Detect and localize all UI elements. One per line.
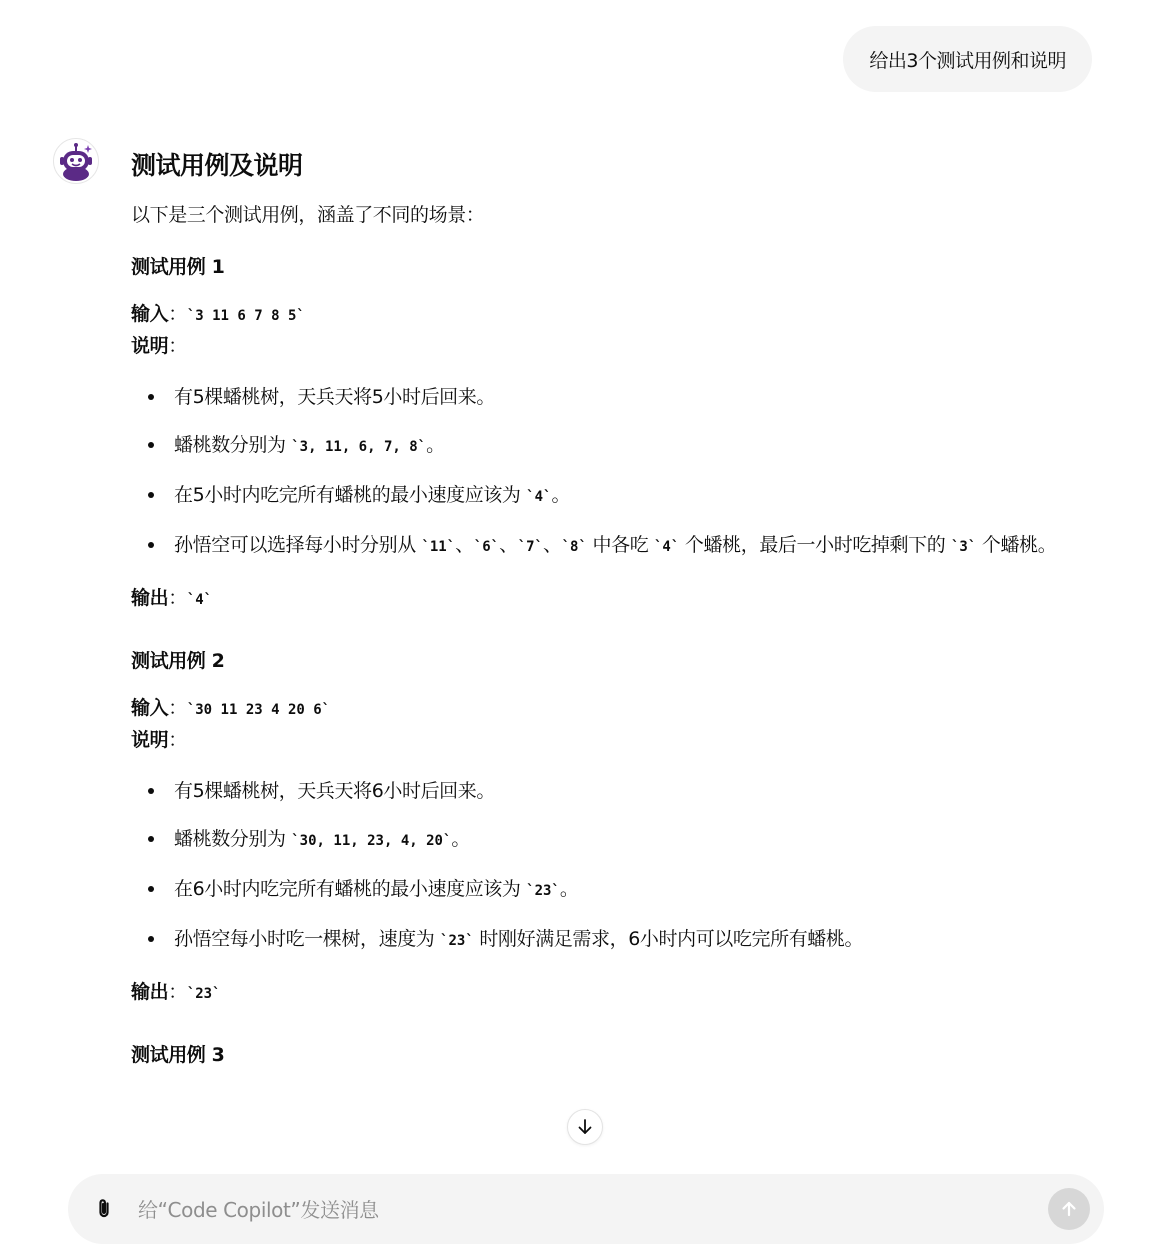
case-desc-line bbox=[131, 331, 1091, 361]
inline-code: `3, 11, 6, 7, 8` bbox=[291, 439, 427, 455]
user-message-text: 给出3个测试用例和说明 bbox=[869, 49, 1066, 72]
inline-code: `11` bbox=[421, 539, 456, 555]
case-title: 测试用例 2 bbox=[131, 650, 225, 672]
bullet-text: 。 bbox=[551, 484, 571, 506]
bullet-text: 孙悟空每小时吃一棵树，速度为 bbox=[174, 928, 441, 950]
test-case-2 bbox=[131, 646, 1091, 1009]
case-title: 测试用例 1 bbox=[131, 256, 225, 278]
send-button[interactable] bbox=[1048, 1188, 1090, 1230]
list-item bbox=[174, 823, 1091, 857]
inline-code: `6` bbox=[473, 539, 500, 555]
list-item bbox=[174, 381, 1091, 413]
test-case-1 bbox=[131, 252, 1091, 615]
bullet-text: 蟠桃数分别为 bbox=[174, 828, 292, 850]
case-bullets bbox=[131, 775, 1091, 957]
output-label: 输出 bbox=[131, 587, 169, 609]
inline-code: `23` bbox=[526, 883, 560, 899]
inline-code: `30, 11, 23, 4, 20` bbox=[291, 833, 452, 849]
bullet-text: 有5棵蟠桃树，天兵天将6小时后回来。 bbox=[174, 780, 495, 802]
bullet-text: 、 bbox=[542, 534, 562, 556]
case-output-line bbox=[131, 583, 1091, 615]
attach-file-button[interactable] bbox=[90, 1195, 118, 1223]
colon: ： bbox=[168, 587, 187, 609]
list-item bbox=[174, 775, 1091, 807]
case-input-code: `3 11 6 7 8 5` bbox=[186, 308, 305, 324]
bullet-text: 蟠桃数分别为 bbox=[174, 434, 292, 456]
desc-label: 说明 bbox=[131, 729, 169, 751]
case-output-code: `23` bbox=[186, 986, 221, 1002]
case-input-line bbox=[131, 693, 1091, 725]
case-output-code: `4` bbox=[186, 592, 213, 608]
message-composer bbox=[68, 1174, 1104, 1244]
bullet-text: 时刚好满足需求，6小时内可以吃完所有蟠桃。 bbox=[473, 928, 864, 950]
bullet-text: 在5小时内吃完所有蟠桃的最小速度应该为 bbox=[174, 484, 527, 506]
case-input-line bbox=[131, 299, 1091, 331]
bullet-text: 在6小时内吃完所有蟠桃的最小速度应该为 bbox=[174, 878, 527, 900]
case-desc-line bbox=[131, 725, 1091, 755]
colon: ： bbox=[168, 981, 187, 1003]
colon: ： bbox=[168, 729, 187, 751]
desc-label: 说明 bbox=[131, 335, 169, 357]
arrow-up-icon bbox=[1059, 1199, 1079, 1219]
case-output-line bbox=[131, 977, 1091, 1009]
bullet-text: 、 bbox=[455, 534, 474, 556]
scroll-to-bottom-button[interactable] bbox=[567, 1109, 603, 1145]
colon: ： bbox=[168, 335, 187, 357]
bullet-text: 个蟠桃，最后一小时吃掉剩下的 bbox=[679, 534, 951, 556]
list-item bbox=[174, 923, 1091, 957]
bullet-text: 孙悟空可以选择每小时分别从 bbox=[174, 534, 422, 556]
paperclip-icon bbox=[92, 1197, 116, 1221]
list-item bbox=[174, 479, 1091, 513]
inline-code: `4` bbox=[526, 489, 552, 505]
answer-title: 测试用例及说明 bbox=[131, 151, 303, 180]
message-input[interactable] bbox=[136, 1190, 1020, 1230]
colon: ： bbox=[168, 697, 187, 719]
inline-code: `8` bbox=[561, 539, 587, 555]
bullet-text: 有5棵蟠桃树，天兵天将5小时后回来。 bbox=[174, 386, 495, 408]
list-item bbox=[174, 529, 1091, 563]
test-case-3 bbox=[131, 1040, 1091, 1070]
case-input-code: `30 11 23 4 20 6` bbox=[186, 702, 331, 718]
assistant-message bbox=[131, 146, 1091, 1070]
list-item bbox=[174, 429, 1091, 463]
inline-code: `23` bbox=[440, 933, 474, 949]
bullet-text: 。 bbox=[451, 828, 471, 850]
colon: ： bbox=[168, 303, 187, 325]
inline-code: `3` bbox=[950, 539, 977, 555]
answer-intro: 以下是三个测试用例，涵盖了不同的场景： bbox=[131, 204, 485, 226]
case-bullets bbox=[131, 381, 1091, 563]
bullet-text: 。 bbox=[426, 434, 445, 456]
bullet-text: 个蟠桃。 bbox=[976, 534, 1057, 556]
arrow-down-icon bbox=[575, 1117, 595, 1137]
inline-code: `4` bbox=[653, 539, 680, 555]
list-item bbox=[174, 873, 1091, 907]
case-title: 测试用例 3 bbox=[131, 1044, 225, 1066]
output-label: 输出 bbox=[131, 981, 169, 1003]
bullet-text: 。 bbox=[559, 878, 579, 900]
bullet-text: 中各吃 bbox=[586, 534, 654, 556]
user-message-bubble bbox=[843, 26, 1092, 92]
inline-code: `7` bbox=[517, 539, 543, 555]
input-label: 输入 bbox=[131, 697, 169, 719]
robot-avatar-icon bbox=[53, 138, 99, 184]
input-label: 输入 bbox=[131, 303, 169, 325]
bullet-text: 、 bbox=[499, 534, 518, 556]
